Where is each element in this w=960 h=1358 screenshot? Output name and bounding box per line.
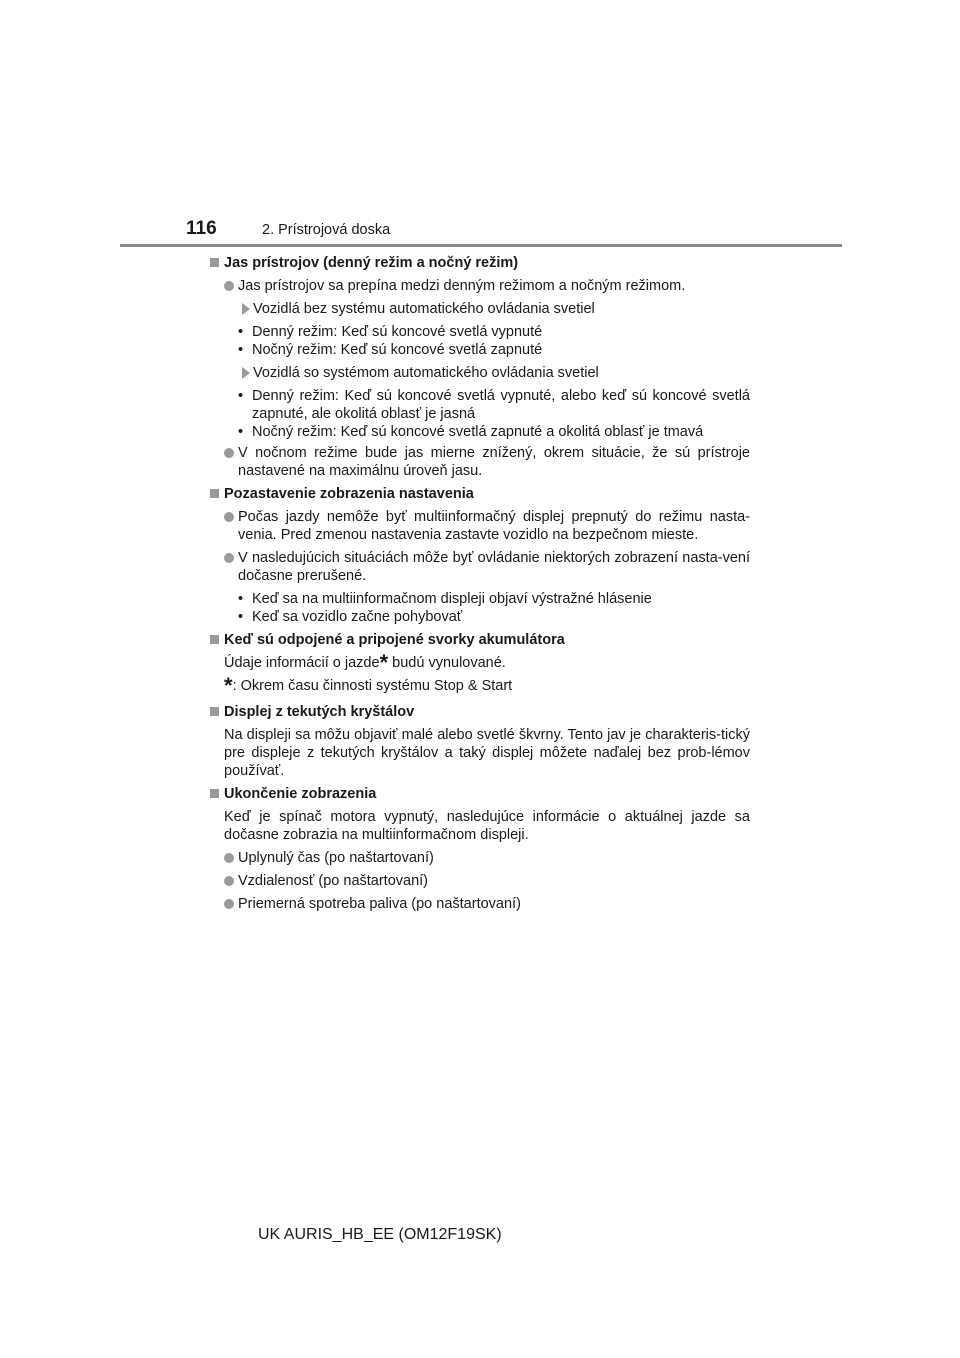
page-number: 116 <box>186 218 217 239</box>
sub-list-item: • Keď sa vozidlo začne pohybovať <box>210 608 750 626</box>
bullet-item: V nočnom režime bude jas mierne znížený, okrem situácie, že sú prístroje nastavené na maximálnu úroveň jasu. <box>210 444 750 480</box>
bullet-item: Vzdialenosť (po naštartovaní) <box>210 872 750 890</box>
section-heading-battery: Keď sú odpojené a pripojené svorky akumulátora <box>210 631 750 649</box>
bullet-item: Priemerná spotreba paliva (po naštartovaní) <box>210 895 750 913</box>
section-heading-display-end: Ukončenie zobrazenia <box>210 785 750 803</box>
asterisk-mark: * <box>379 650 389 675</box>
paragraph: Na displeji sa môžu objaviť malé alebo svetlé škvrny. Tento jav je charakteris-tický pre displeje z tekutých kryštálov a taký displej môžete naďalej bez prob-lémov používať. <box>224 727 750 779</box>
paragraph: Údaje informácií o jazde* budú vynulované. <box>224 650 506 675</box>
condition-item: Vozidlá bez systému automatického ovládania svetiel <box>210 300 750 318</box>
sub-list-item: • Denný režim: Keď sú koncové svetlá vypnuté, alebo keď sú koncové svetlá zapnuté, ale okolitá oblasť je jasná <box>210 387 750 423</box>
chapter-title: 2. Prístrojová doska <box>262 222 391 238</box>
bullet-icon <box>224 281 234 291</box>
bullet-item: Jas prístrojov sa prepína medzi denným režimom a nočným režimom. <box>210 277 750 295</box>
bullet-icon <box>224 876 234 886</box>
content-body <box>210 254 750 918</box>
section-heading-brightness: Jas prístrojov (denný režim a nočný režim) <box>210 254 750 272</box>
section-heading-settings-pause: Pozastavenie zobrazenia nastavenia <box>210 485 750 503</box>
section-heading-lcd: Displej z tekutých kryštálov <box>210 703 750 721</box>
bullet-icon <box>224 512 234 522</box>
triangle-arrow-icon <box>242 303 250 315</box>
footnote: *: Okrem času činnosti systému Stop & Start <box>224 673 513 698</box>
sub-list-item: • Nočný režim: Keď sú koncové svetlá zapnuté <box>210 341 750 359</box>
header-rule <box>120 244 842 247</box>
sub-list-item: • Nočný režim: Keď sú koncové svetlá zapnuté a okolitá oblasť je tmavá <box>210 423 750 441</box>
bullet-icon <box>224 899 234 909</box>
bullet-icon <box>224 553 234 563</box>
footer-code: UK AURIS_HB_EE (OM12F19SK) <box>258 1226 502 1243</box>
triangle-arrow-icon <box>242 367 250 379</box>
bullet-item: Počas jazdy nemôže byť multiinformačný displej prepnutý do režimu nasta-venia. Pred zmenou nastavenia zastavte vozidlo na bezpečnom mieste. <box>210 508 750 544</box>
sub-list-item: • Denný režim: Keď sú koncové svetlá vypnuté <box>210 323 750 341</box>
bullet-icon <box>224 448 234 458</box>
bullet-item: V nasledujúcich situáciách môže byť ovládanie niektorých zobrazení nasta-vení dočasne prerušené. <box>210 549 750 585</box>
condition-item: Vozidlá so systémom automatického ovládania svetiel <box>210 364 750 382</box>
asterisk-mark: * <box>224 673 233 698</box>
bullet-item: Uplynulý čas (po naštartovaní) <box>210 849 750 867</box>
bullet-icon <box>224 853 234 863</box>
paragraph: Keď je spínač motora vypnutý, nasledujúce informácie o aktuálnej jazde sa dočasne zobrazia na multiinformačnom displeji. <box>224 809 750 843</box>
sub-list-item: • Keď sa na multiinformačnom displeji objaví výstražné hlásenie <box>210 590 750 608</box>
